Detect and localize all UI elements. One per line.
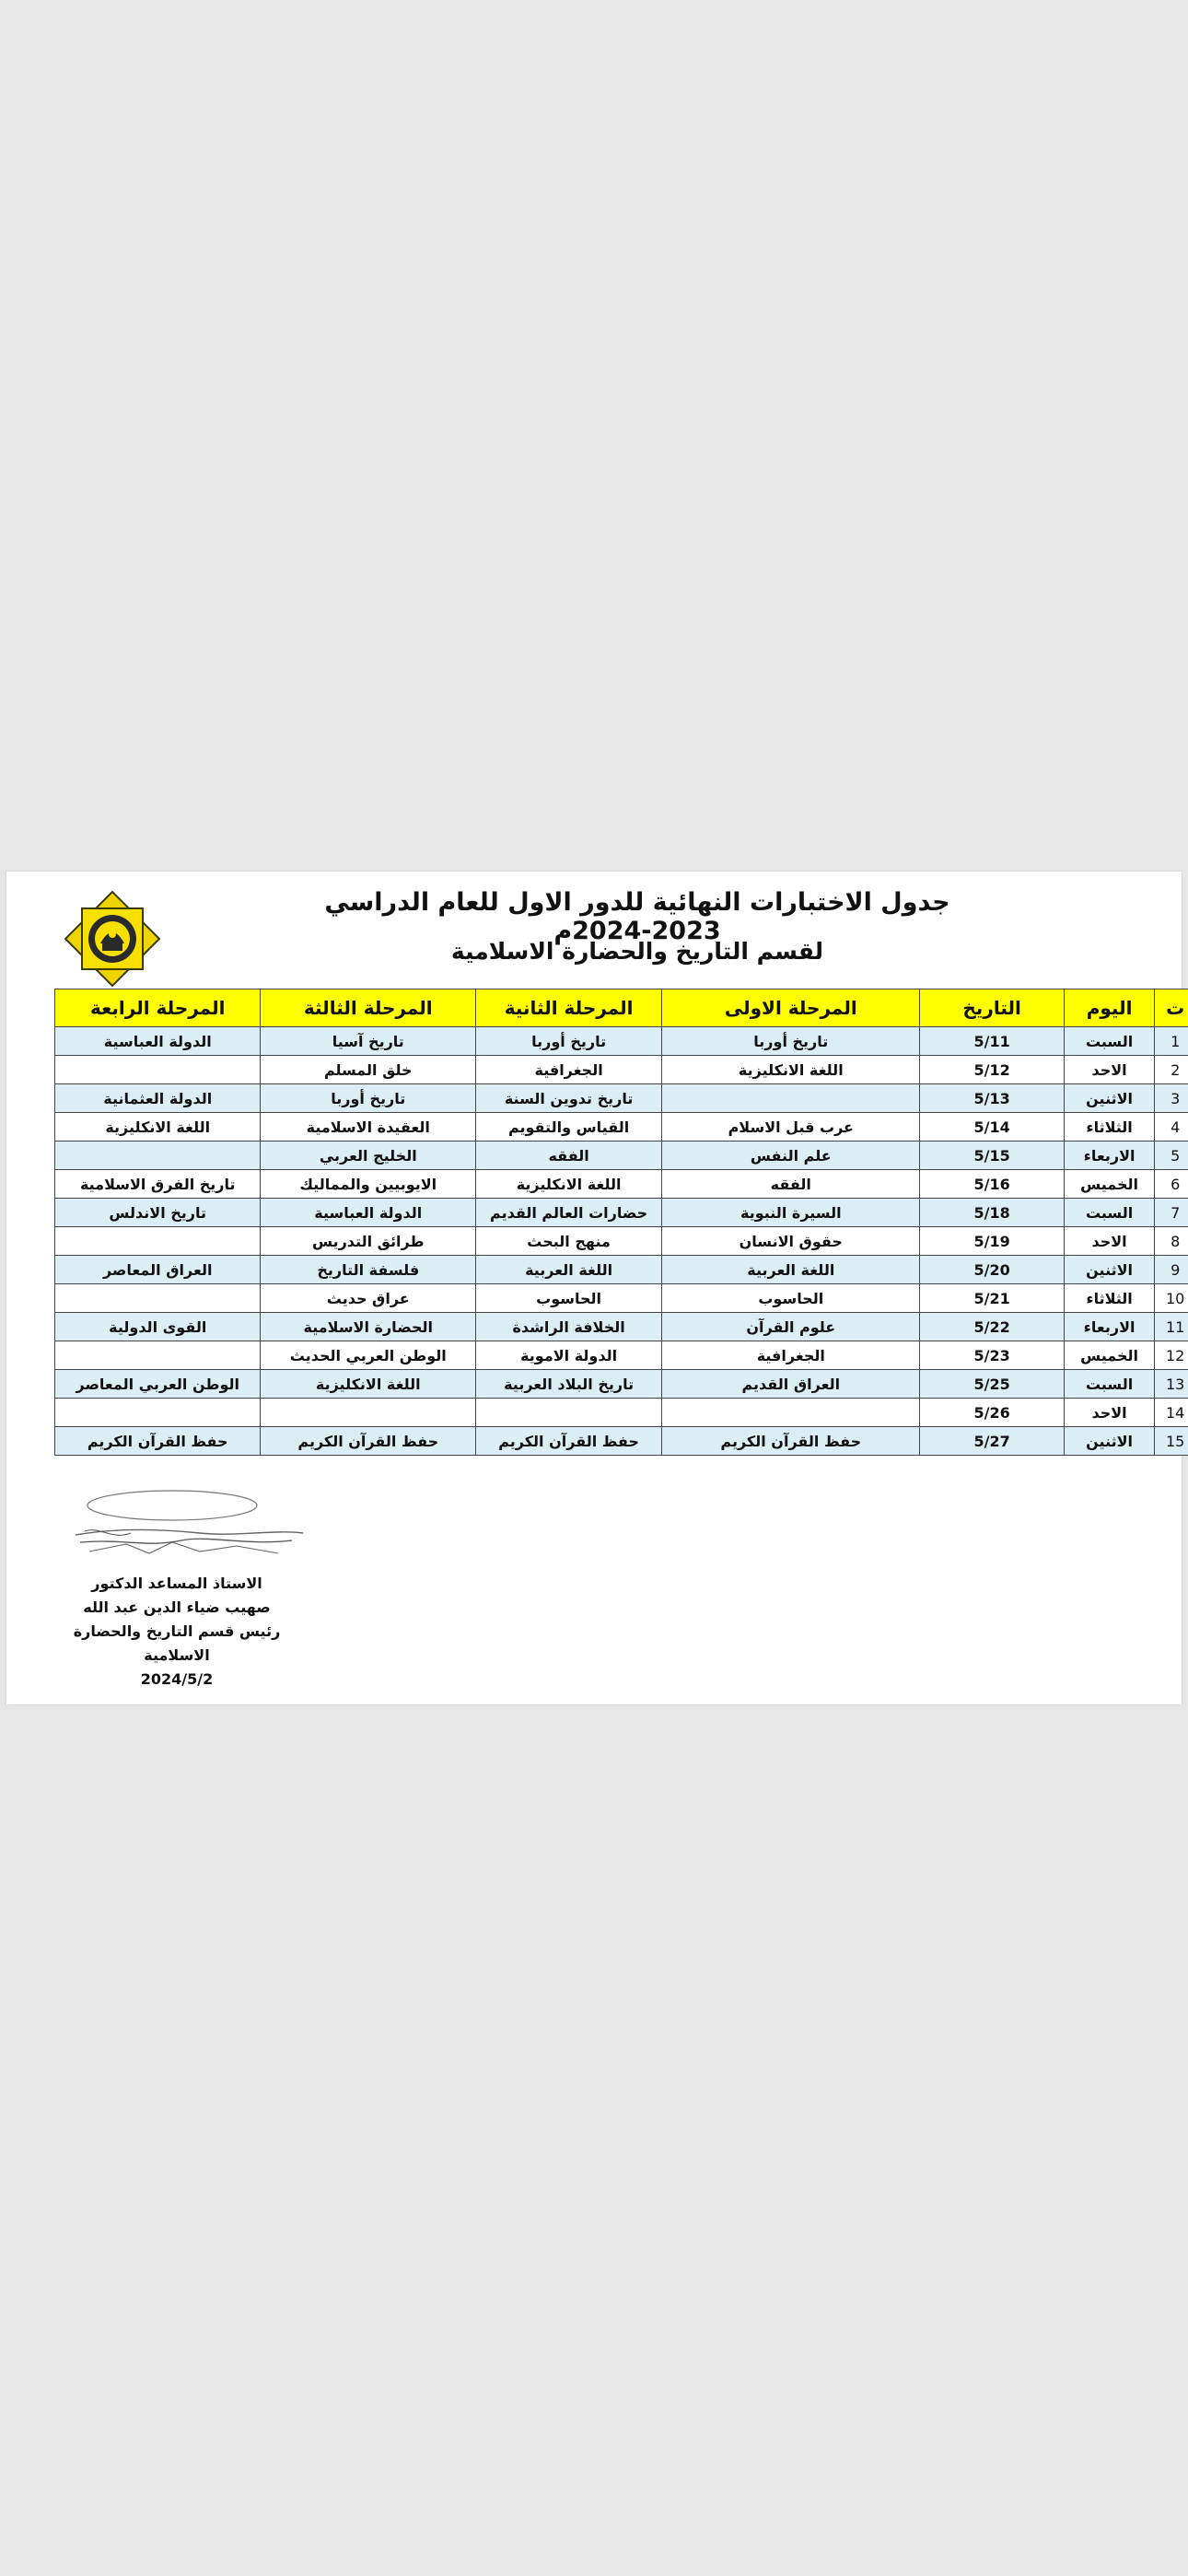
cell-date: 5/14 xyxy=(920,1113,1064,1142)
cell-num: 12 xyxy=(1155,1341,1188,1370)
cell-stage2: الخلافة الراشدة xyxy=(476,1313,662,1341)
cell-stage4 xyxy=(55,1056,261,1084)
cell-stage2 xyxy=(476,1399,662,1427)
cell-stage1: عرب قبل الاسلام xyxy=(662,1113,920,1142)
cell-stage1 xyxy=(662,1084,920,1113)
table-row xyxy=(55,1370,1188,1399)
cell-stage1: تاريخ أوربا xyxy=(662,1027,920,1056)
cell-stage2: الجغرافية xyxy=(476,1056,662,1084)
cell-stage3: الخليج العربي xyxy=(261,1142,476,1170)
table-row xyxy=(55,1284,1188,1313)
header-stage1: المرحلة الاولى xyxy=(662,989,920,1027)
cell-stage4: العراق المعاصر xyxy=(55,1256,261,1284)
cell-stage4: تاريخ الاندلس xyxy=(55,1199,261,1227)
cell-stage4: الدولة العثمانية xyxy=(55,1084,261,1113)
cell-stage3: فلسفة التاريخ xyxy=(261,1256,476,1284)
cell-date: 5/12 xyxy=(920,1056,1064,1084)
cell-stage4: تاريخ الفرق الاسلامية xyxy=(55,1170,261,1199)
signatory-date: 2024/5/2 xyxy=(140,1670,214,1688)
table-row xyxy=(55,1256,1188,1284)
cell-date: 5/19 xyxy=(920,1227,1064,1256)
cell-day: السبت xyxy=(1064,1199,1155,1227)
cell-day: الاحد xyxy=(1064,1227,1155,1256)
cell-num: 9 xyxy=(1155,1256,1188,1284)
cell-stage3: طرائق التدريس xyxy=(261,1227,476,1256)
cell-stage3: حفظ القرآن الكريم xyxy=(261,1427,476,1456)
cell-stage2: حفظ القرآن الكريم xyxy=(476,1427,662,1456)
cell-day: الثلاثاء xyxy=(1064,1113,1155,1142)
cell-stage2: الحاسوب xyxy=(476,1284,662,1313)
cell-day: الخميس xyxy=(1064,1341,1155,1370)
cell-day: الاحد xyxy=(1064,1056,1155,1084)
page-title: جدول الاختبارات النهائية للدور الاول للعام الدراسي 2023-2024م xyxy=(324,888,950,945)
cell-day: السبت xyxy=(1064,1027,1155,1056)
cell-stage4: حفظ القرآن الكريم xyxy=(55,1427,261,1456)
cell-stage3: الحضارة الاسلامية xyxy=(261,1313,476,1341)
cell-date: 5/18 xyxy=(920,1199,1064,1227)
cell-stage1 xyxy=(662,1399,920,1427)
cell-num: 10 xyxy=(1155,1284,1188,1313)
table-row xyxy=(55,1027,1188,1056)
header-stage4: المرحلة الرابعة xyxy=(55,989,261,1027)
signatory-block xyxy=(43,1572,310,1692)
cell-stage2: تاريخ البلاد العربية xyxy=(476,1370,662,1399)
cell-day: الاربعاء xyxy=(1064,1313,1155,1341)
cell-stage3: الدولة العباسية xyxy=(261,1199,476,1227)
header-day: اليوم xyxy=(1064,989,1155,1027)
cell-date: 5/22 xyxy=(920,1313,1064,1341)
cell-num: 2 xyxy=(1155,1056,1188,1084)
cell-num: 8 xyxy=(1155,1227,1188,1256)
cell-date: 5/16 xyxy=(920,1170,1064,1199)
cell-stage2: الفقه xyxy=(476,1142,662,1170)
cell-stage4 xyxy=(55,1227,261,1256)
cell-num: 13 xyxy=(1155,1370,1188,1399)
cell-day: السبت xyxy=(1064,1370,1155,1399)
cell-date: 5/15 xyxy=(920,1142,1064,1170)
cell-num: 3 xyxy=(1155,1084,1188,1113)
cell-num: 1 xyxy=(1155,1027,1188,1056)
cell-num: 14 xyxy=(1155,1399,1188,1427)
cell-stage1: علوم القرآن xyxy=(662,1313,920,1341)
cell-stage4 xyxy=(55,1341,261,1370)
table-row xyxy=(55,1399,1188,1427)
cell-stage1: حقوق الانسان xyxy=(662,1227,920,1256)
table-row xyxy=(55,1427,1188,1456)
signatory-name: صهيب ضياء الدين عبد الله xyxy=(83,1598,271,1616)
cell-stage3: خلق المسلم xyxy=(261,1056,476,1084)
cell-stage4 xyxy=(55,1284,261,1313)
table-row xyxy=(55,1199,1188,1227)
cell-num: 5 xyxy=(1155,1142,1188,1170)
cell-stage4 xyxy=(55,1142,261,1170)
header-stage3: المرحلة الثالثة xyxy=(261,989,476,1027)
cell-date: 5/25 xyxy=(920,1370,1064,1399)
table-row xyxy=(55,1313,1188,1341)
exam-schedule-table xyxy=(54,989,1188,1456)
cell-stage4: الدولة العباسية xyxy=(55,1027,261,1056)
header-num: ت xyxy=(1155,989,1188,1027)
table-row xyxy=(55,1142,1188,1170)
cell-stage4: القوى الدولية xyxy=(55,1313,261,1341)
cell-stage3: اللغة الانكليزية xyxy=(261,1370,476,1399)
cell-stage3: العقيدة الاسلامية xyxy=(261,1113,476,1142)
handwritten-signature xyxy=(62,1487,310,1570)
document-page xyxy=(6,872,1185,1704)
cell-date: 5/13 xyxy=(920,1084,1064,1113)
header-stage2: المرحلة الثانية xyxy=(476,989,662,1027)
cell-date: 5/27 xyxy=(920,1427,1064,1456)
table-row xyxy=(55,1341,1188,1370)
page-subtitle: لقسم التاريخ والحضارة الاسلامية xyxy=(450,938,824,965)
cell-stage2: منهج البحث xyxy=(476,1227,662,1256)
cell-stage1: الحاسوب xyxy=(662,1284,920,1313)
cell-stage2: تاريخ أوربا xyxy=(476,1027,662,1056)
cell-date: 5/20 xyxy=(920,1256,1064,1284)
cell-stage3: تاريخ أوربا xyxy=(261,1084,476,1113)
cell-stage2: اللغة العربية xyxy=(476,1256,662,1284)
table-row xyxy=(55,1170,1188,1199)
cell-stage1: الفقه xyxy=(662,1170,920,1199)
cell-day: الاربعاء xyxy=(1064,1142,1155,1170)
department-emblem-icon xyxy=(62,888,163,989)
cell-stage1: السيرة النبوية xyxy=(662,1199,920,1227)
cell-date: 5/23 xyxy=(920,1341,1064,1370)
cell-stage1: اللغة العربية xyxy=(662,1256,920,1284)
cell-stage2: الدولة الاموية xyxy=(476,1341,662,1370)
cell-date: 5/11 xyxy=(920,1027,1064,1056)
cell-day: الاثنين xyxy=(1064,1427,1155,1456)
cell-stage1: علم النفس xyxy=(662,1142,920,1170)
cell-day: الاثنين xyxy=(1064,1084,1155,1113)
cell-num: 11 xyxy=(1155,1313,1188,1341)
cell-stage1: حفظ القرآن الكريم xyxy=(662,1427,920,1456)
cell-num: 7 xyxy=(1155,1199,1188,1227)
cell-day: الاحد xyxy=(1064,1399,1155,1427)
cell-stage3: الوطن العربي الحديث xyxy=(261,1341,476,1370)
cell-stage3: الايوبيين والمماليك xyxy=(261,1170,476,1199)
cell-stage2: حضارات العالم القديم xyxy=(476,1199,662,1227)
cell-stage1: الجغرافية xyxy=(662,1341,920,1370)
cell-day: الخميس xyxy=(1064,1170,1155,1199)
cell-stage4: اللغة الانكليزية xyxy=(55,1113,261,1142)
signatory-title: الاستاذ المساعد الدكتور xyxy=(91,1575,262,1592)
header-date: التاريخ xyxy=(920,989,1064,1027)
cell-stage4: الوطن العربي المعاصر xyxy=(55,1370,261,1399)
cell-date: 5/26 xyxy=(920,1399,1064,1427)
signatory-position: رئيس قسم التاريخ والحضارة الاسلامية xyxy=(73,1622,281,1664)
cell-num: 4 xyxy=(1155,1113,1188,1142)
cell-stage1: العراق القديم xyxy=(662,1370,920,1399)
table-row xyxy=(55,1113,1188,1142)
cell-stage3: تاريخ آسيا xyxy=(261,1027,476,1056)
cell-num: 6 xyxy=(1155,1170,1188,1199)
cell-stage2: تاريخ تدوين السنة xyxy=(476,1084,662,1113)
cell-stage2: اللغة الانكليزية xyxy=(476,1170,662,1199)
table-row xyxy=(55,1227,1188,1256)
cell-stage3 xyxy=(261,1399,476,1427)
cell-day: الثلاثاء xyxy=(1064,1284,1155,1313)
cell-stage4 xyxy=(55,1399,261,1427)
cell-date: 5/21 xyxy=(920,1284,1064,1313)
cell-num: 15 xyxy=(1155,1427,1188,1456)
table-row xyxy=(55,1084,1188,1113)
cell-day: الاثنين xyxy=(1064,1256,1155,1284)
cell-stage1: اللغة الانكليزية xyxy=(662,1056,920,1084)
cell-stage3: عراق حديث xyxy=(261,1284,476,1313)
table-header-row xyxy=(55,989,1188,1027)
cell-stage2: القياس والتقويم xyxy=(476,1113,662,1142)
table-row xyxy=(55,1056,1188,1084)
